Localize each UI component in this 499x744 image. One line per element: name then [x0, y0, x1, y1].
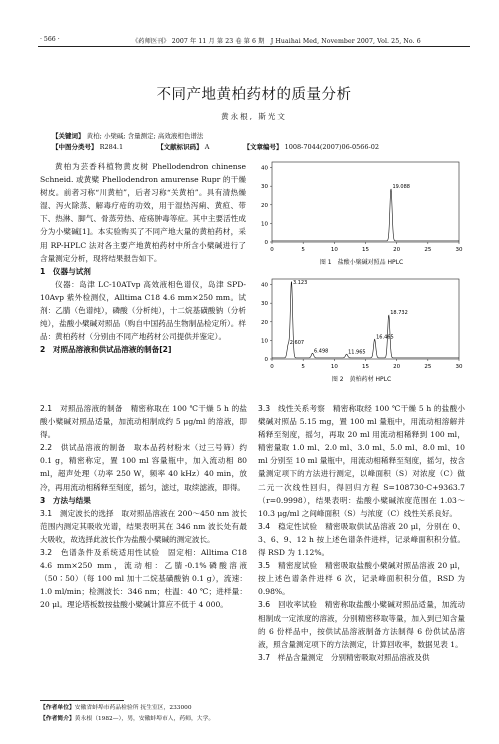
section-3-7-heading: 3.7 样品含量测定 [258, 652, 324, 662]
section-3-7-text: 分别精密吸取对照品溶液及供 [330, 652, 430, 662]
y-tick-label: 30 [261, 184, 268, 191]
peak-label: 18.732 [390, 310, 408, 317]
peak-label: 3.123 [292, 280, 308, 286]
x-tick-label: 10 [330, 364, 338, 370]
article-authors: 黄永根, 斯光文 [221, 112, 287, 121]
section-2-1-heading: 2.1 对照品溶液的制备 [40, 404, 123, 413]
left-column-upper [40, 160, 246, 356]
y-tick-label: 40 [261, 165, 268, 172]
section-1-text: 仪器：岛津 LC-10ATvp 高效液相色谱仪，岛津 SPD-10Avp 紫外检测仪，Alltima C18 4.6 mm×250 mm。试剂：乙腈（色谱纯），磷酸（分析纯），十二烷基磺酸钠（分析纯），盐酸小檗碱对照品（购自中国药品生物制品检定所）。样品：黄柏药材（分别由不同产地药材公司提供并鉴定）。 [40, 279, 246, 342]
section-3-2-heading: 3.2 色谱条件及系统适用性试验 [40, 548, 160, 558]
section-3-1-text: 取对照品溶液在 200～450 nm 波长范围内测定其吸收光谱，结果表明其在 346 nm 波长处有最大吸收，故选择此波长作为盐酸小檗碱的测定波长。 [40, 508, 248, 544]
y-tick-label: 10 [261, 221, 268, 228]
figure-1-chromatogram [254, 158, 469, 256]
x-tick-label: 25 [424, 364, 432, 370]
x-tick-label: 25 [424, 247, 432, 253]
section-3-1-heading: 3.1 测定波长的选择 [40, 508, 114, 518]
keywords: 黄柏; 小檗碱; 含量测定; 高效液相色谱法 [86, 132, 204, 140]
x-tick-label: 20 [393, 247, 401, 253]
section-3-5-text: 精密吸取盐酸小檗碱对照品溶液 20 μl，按上述色谱条件进样 6 次，记录峰面积积分值，RSD 为 0.98%。 [258, 561, 466, 597]
plot-frame [272, 162, 459, 242]
x-tick-label: 0 [270, 247, 274, 253]
section-3-6-text: 精密称取盐酸小檗碱对照品适量，加流动相制成一定浓度的溶液，分别精密移取等量，加入到已知含量的 6 份样品中，按供试品溶液制备方法制得 6 份供试品溶液，照含量测定项下的方法测定，计算回收率，数据见表 1。 [258, 600, 465, 649]
classification-line [52, 142, 462, 151]
author-unit: 安徽省蚌埠市药品检验所 抚生室区，233000 [74, 705, 192, 711]
section-3-3-text: 精密称取经 100 ℃干燥 5 h 的盐酸小檗碱对照品 5.15 mg，置 100 ml 量瓶中，用流动相溶解并稀释至刻度，摇匀，再取 20 ml 用流动相稀释到 100 ml，精密量取 1.0 ml、2.0 ml、3.0 ml、5.0 ml、8.0 ml、10 ml 分别至 10 ml 量瓶中，用流动相稀释至刻度，摇匀，按含量测定项下的方法进行测定，以峰面积（S）对浓度（C）做二元一次线性回归，得回归方程 S=108730·C+9363.7（r=0.9998），结果表明：盐酸小檗碱浓度范围在 1.03～10.3 μg/ml 之间峰面积（S）与浓度（C）线性关系良好。 [258, 404, 465, 518]
chromatogram-trace [272, 282, 459, 358]
keywords-line [52, 131, 462, 140]
x-tick-label: 15 [362, 364, 369, 370]
x-tick-label: 5 [301, 247, 305, 253]
doc-code: A [204, 143, 210, 151]
article-no: 1008-7044(2007)06-0566-02 [284, 143, 379, 151]
y-tick-label: 40 [261, 282, 268, 289]
footnote-rule [40, 700, 124, 701]
author-bio-label: 【作者简介】 [40, 715, 75, 722]
x-tick-label: 15 [362, 247, 369, 253]
section-3-5-heading: 3.5 精密度试验 [258, 561, 318, 571]
x-tick-label: 30 [455, 247, 463, 253]
author-bio: 黄永根（1982—），男，安徽蚌埠市人，药师，大学。 [74, 715, 215, 722]
section-2-1-text: 精密称取在 100 ℃干燥 5 h 的盐酸小檗碱对照品适量，加流动相制成约 5 μg/ml 的溶液，即得。 [40, 404, 247, 440]
section-3-4-text: 精密吸取供试品溶液 20 μl，分别在 0、3、6、9、12 h 按上述色谱条件进样，记录峰面积积分值。得 RSD 为 1.12%。 [258, 521, 466, 558]
header-rule [38, 46, 470, 47]
running-header [40, 34, 460, 46]
section-1-heading: 1 仪器与试剂 [40, 266, 91, 276]
peak-label: 2.607 [289, 339, 305, 346]
journal-citation: 《药师医刊》 2007 年 11 月 第 23 卷 第 6 期 J Huaihai Med, November 2007, Vol. 25, No. 6 [132, 38, 421, 45]
x-tick-label: 20 [393, 364, 401, 370]
peak-label: 19.088 [392, 183, 410, 190]
article-no-label: 【文章编号】 [243, 143, 283, 151]
clc-label: 【中图分类号】 [52, 143, 98, 151]
section-2-2-heading: 2.2 供试品溶液的制备 [40, 443, 126, 453]
section-3-3-heading: 3.3 线性关系考察 [258, 404, 326, 413]
section-3-4-heading: 3.4 稳定性试验 [258, 521, 318, 531]
figure-1 [254, 158, 469, 266]
peak-label: 6.498 [314, 348, 329, 355]
x-tick-label: 10 [330, 247, 338, 253]
section-2-2-text: 取本品药材粉末（过三号筛）约 0.1 g，精密称定，置 100 ml 容量瓶中，加入流动相 80 ml，超声处理（功率 250 W，频率 40 kHz）40 min，放冷，再用流动相稀释至刻度，摇匀，滤过，取续滤液，即得。 [40, 443, 248, 492]
y-tick-label: 10 [261, 338, 268, 345]
chromatogram-trace [272, 189, 459, 241]
left-column-lower [40, 402, 247, 612]
plot-frame [272, 279, 459, 359]
y-tick-label: 0 [264, 357, 268, 363]
x-tick-label: 30 [455, 364, 463, 370]
keywords-label: 【关键词】 [52, 132, 85, 140]
peak-label: 11.965 [348, 349, 366, 356]
footnotes [40, 703, 250, 724]
figure-2-caption: 图 2 黄柏药材 HPLC [331, 376, 392, 383]
y-tick-label: 0 [264, 240, 268, 246]
x-tick-label: 0 [270, 364, 274, 370]
y-tick-label: 30 [261, 301, 268, 308]
y-tick-label: 20 [261, 202, 268, 209]
author-unit-label: 【作者单位】 [40, 705, 75, 711]
y-tick-label: 20 [261, 319, 268, 326]
section-2-heading: 2 对照品溶液和供试品溶液的制备[2] [40, 345, 172, 355]
article-title: 不同产地黄柏药材的质量分析 [156, 87, 352, 103]
clc-code: R284.1 [99, 143, 124, 151]
figure-2-chromatogram [254, 275, 469, 373]
section-3-heading: 3 方法与结果 [40, 495, 91, 505]
section-3-6-heading: 3.6 回收率试验 [258, 600, 318, 610]
doc-code-label: 【文献标识码】 [157, 143, 203, 151]
peak-label: 16.465 [376, 334, 394, 341]
right-column-lower [258, 402, 465, 664]
section-3-2-text: 固定相：Alltima C18 4.6 mm×250 mm，流动相：乙腈-0.1%磷酸溶液（50∶50）（每 100 ml 加十二烷基磺酸钠 0.1 g），流速：1.0 ml/min；检测波长：346 nm；柱温：40 ℃；进样量：20 μl。理论塔板数按盐酸小檗碱计算应不低于 4 000。 [40, 548, 248, 610]
x-tick-label: 5 [301, 364, 305, 370]
figure-1-caption: 图 1 盐酸小檗碱对照品 HPLC [319, 259, 404, 266]
intro-paragraph: 黄柏为芸香科植物黄皮树 Phellodendron chinense Schneid. 或黄檗 Phellodendron amurense Rupr 的干燥树皮。前者习称“川黄柏”，后者习称“关黄柏”。具有清热燥湿、泻火除蒸、解毒疗疮的功效，用于湿热泻痢、黄疸、带下、热淋、脚气、骨蒸劳热、疮疡肿毒等症。其中主要活性成分为小檗碱[1]。本实验购买了不同产地大量的黄柏药材，采用 RP-HPLC 法对各主要产地黄柏药材中所含小檗碱进行了含量测定分析，现将结果报告如下。 [40, 162, 246, 263]
figure-2 [254, 275, 469, 383]
page-number: · 566 · [40, 36, 60, 43]
